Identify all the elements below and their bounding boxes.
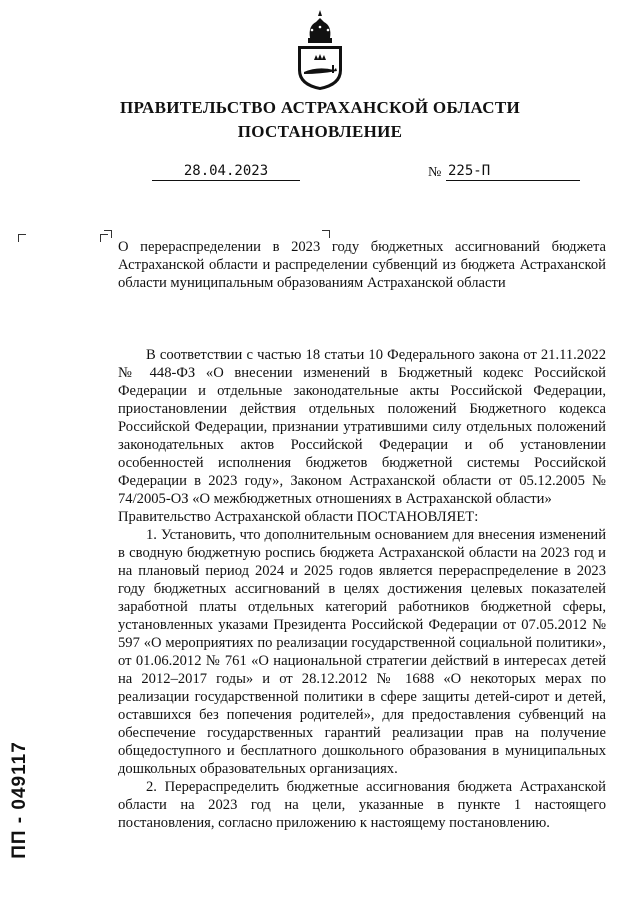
document-number: 225-П xyxy=(446,163,580,181)
document-date: 28.04.2023 xyxy=(152,163,300,181)
government-title: ПРАВИТЕЛЬСТВО АСТРАХАНСКОЙ ОБЛАСТИ xyxy=(120,98,520,117)
resolution-line: Правительство Астраханской области ПОСТАНОВЛЯЕТ: xyxy=(118,509,479,525)
item-1-paragraph: 1. Установить, что дополнительным основанием для внесения изменений в сводную бюджетную роспись бюджета Астраханской области на 2023 год и на плановый период 2024 и 2025 годов является перераспределение в 2023 году бюджетных ассигнований в целях достижения целевых показателей заработной платы отдельных категорий работников бюджетной сферы, установленных указами Президента Российской Федерации от 07.05.2012 № 597 «О мероприятиях по реализации государственной социальной политики», от 01.06.2012 № 761 «О национальной стратегии действий в интересах детей на 2012–2017 годы» и от 28.12.2012 № 1688 «О некоторых мерах по реализации государственной политики в сфере защиты детей-сирот и детей, оставшихся без попечения родителей», для предоставления субвенций на обеспечение государственных гарантий реализации прав на получение общедоступного и бесплатного дошкольного образования в муниципальных дошкольных образовательных организациях. xyxy=(118,527,606,777)
document-body xyxy=(118,346,606,832)
serial-number-text: ПП - 049117 xyxy=(9,741,30,859)
corner-mark xyxy=(104,230,112,238)
astrakhan-coat-of-arms-icon xyxy=(288,8,352,92)
serial-number xyxy=(5,730,35,870)
item-2-paragraph: 2. Перераспределить бюджетные ассигнования бюджета Астраханской области на 2023 год на цели, указанные в пункте 1 настоящего постановления, согласно приложению к настоящему постановлению. xyxy=(118,779,606,831)
number-sign: № xyxy=(428,165,442,180)
document-type: ПОСТАНОВЛЕНИЕ xyxy=(237,122,403,141)
preamble-paragraph: В соответствии с частью 18 статьи 10 Федерального закона от 21.11.2022 № 448-ФЗ «О внесении изменений в Бюджетный кодекс Российской Федерации и отдельные законодательные акты Российской Федерации, приостановлении действия отдельных положений Бюджетного кодекса Российской Федерации, признании утратившими силу отдельных положений законодательных актов Российской Федерации и об установлении особенностей исполнения бюджетов бюджетной системы Российской Федерации в 2023 году», Законом Астраханской области от 05.12.2005 № 74/2005-ОЗ «О межбюджетных отношениях в Астраханской области» xyxy=(118,347,606,507)
corner-mark xyxy=(322,230,330,238)
document-subject: О перераспределении в 2023 году бюджетных ассигнований бюджета Астраханской области и распределении субвенций из бюджета Астраханской области муниципальным образованиям Астраханской области xyxy=(118,239,606,291)
corner-mark xyxy=(18,234,26,242)
